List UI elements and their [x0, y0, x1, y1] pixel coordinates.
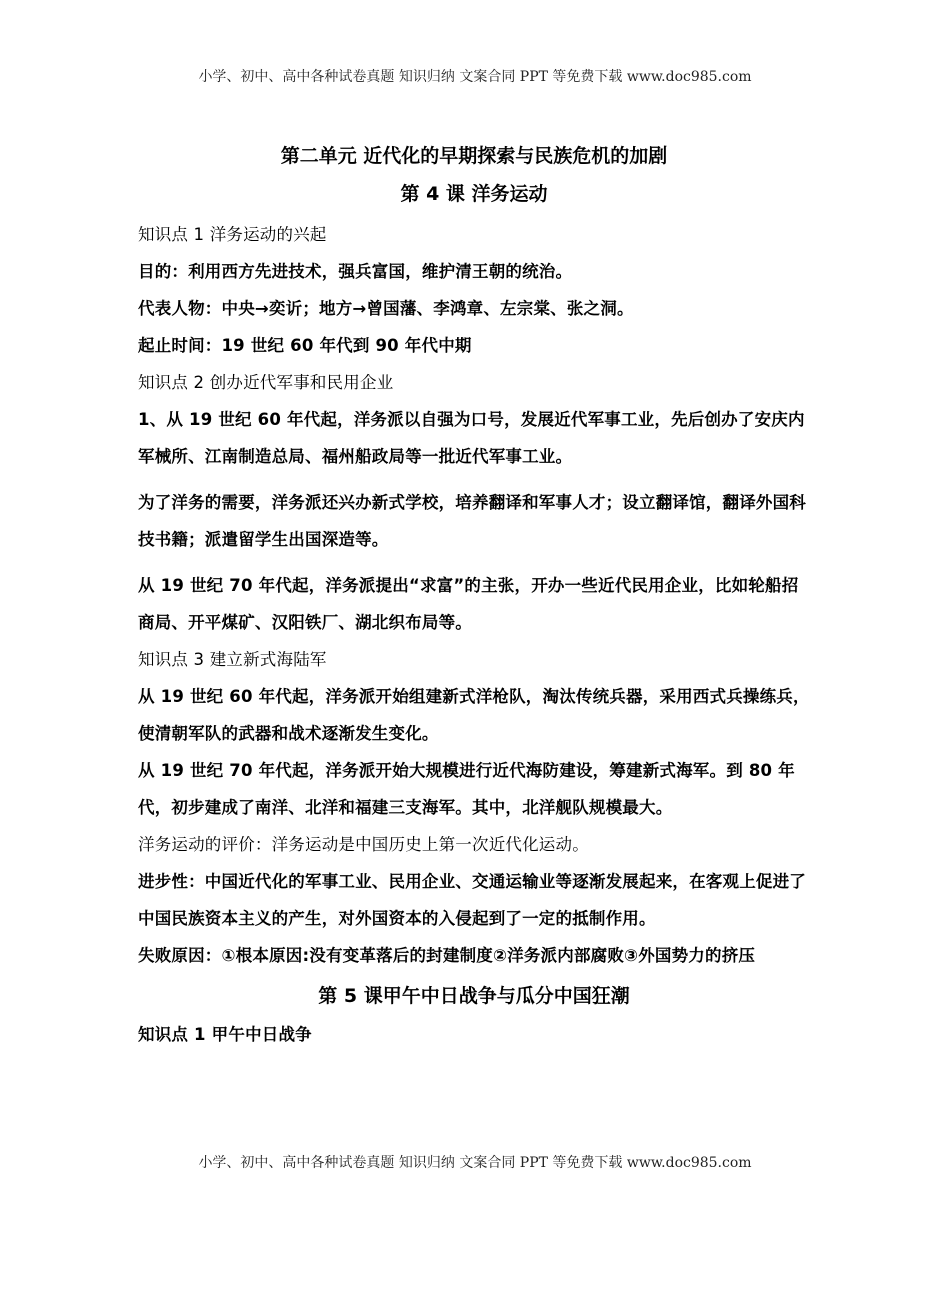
knowledge-point-3-heading: 知识点 3 建立新式海陆军	[138, 650, 327, 669]
representative-figures-text: 代表人物：中央→奕䜣；地方→曾国藩、李鸿章、左宗棠、张之洞。	[138, 299, 634, 318]
new-army-paragraph: 从 19 世纪 60 年代起，洋务派开始组建新式洋枪队，淘汰传统兵器，采用西式兵操练兵，使清朝军队的武器和战术逐渐发生变化。	[138, 687, 810, 743]
progressiveness-paragraph: 进步性：中国近代化的军事工业、民用企业、交通运输业等逐渐发展起来，在客观上促进了中国民族资本主义的产生，对外国资本的入侵起到了一定的抵制作用。	[138, 872, 806, 928]
evaluation-text: 洋务运动的评价：洋务运动是中国历史上第一次近代化运动。	[138, 835, 589, 854]
period-text: 起止时间：19 世纪 60 年代到 90 年代中期	[138, 336, 472, 355]
lesson-4-title: 第 4 课 洋务运动	[400, 183, 548, 205]
failure-reasons-paragraph: 失败原因：①根本原因:没有变革落后的封建制度②洋务派内部腐败③外国势力的挤压	[138, 946, 756, 965]
lesson-5-title: 第 5 课甲午中日战争与瓜分中国狂潮	[318, 985, 630, 1007]
schools-translation-paragraph: 为了洋务的需要，洋务派还兴办新式学校，培养翻译和军事人才；设立翻译馆，翻译外国科技书籍；派遣留学生出国深造等。	[138, 493, 806, 549]
page-header: 小学、初中、高中各种试卷真题 知识归纳 文案合同 PPT 等免费下载 www.doc985.com	[198, 69, 752, 85]
knowledge-point-2-heading: 知识点 2 创办近代军事和民用企业	[138, 373, 394, 392]
page-footer: 小学、初中、高中各种试卷真题 知识归纳 文案合同 PPT 等免费下载 www.doc985.com	[198, 1155, 752, 1171]
purpose-text: 目的：利用西方先进技术，强兵富国，维护清王朝的统治。	[138, 262, 573, 281]
lesson-5-knowledge-point-1-heading: 知识点 1 甲午中日战争	[138, 1025, 312, 1044]
document-body	[138, 142, 810, 1053]
navy-paragraph: 从 19 世纪 70 年代起，洋务派开始大规模进行近代海防建设，筹建新式海军。到 80 年代，初步建成了南洋、北洋和福建三支海军。其中，北洋舰队规模最大。	[138, 761, 795, 817]
military-industry-paragraph: 1、从 19 世纪 60 年代起，洋务派以自强为口号，发展近代军事工业，先后创办了安庆内军械所、江南制造总局、福州船政局等一批近代军事工业。	[138, 410, 805, 466]
knowledge-point-1-heading: 知识点 1 洋务运动的兴起	[138, 225, 327, 244]
civil-enterprises-paragraph: 从 19 世纪 70 年代起，洋务派提出“求富”的主张，开办一些近代民用企业，比如轮船招商局、开平煤矿、汉阳铁厂、湖北织布局等。	[138, 576, 799, 632]
unit-title: 第二单元 近代化的早期探索与民族危机的加剧	[280, 145, 668, 167]
